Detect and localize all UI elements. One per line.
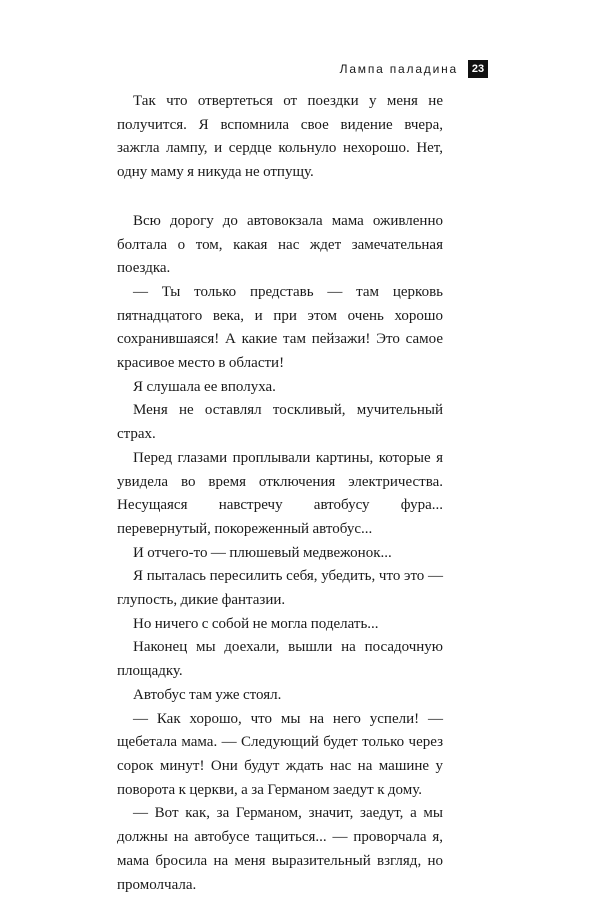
paragraph: Всю дорогу до автовокзала мама оживленно болтала о том, какая нас ждет замечательная поездка. xyxy=(117,212,443,277)
page-number-badge: 23 xyxy=(468,60,488,78)
running-header xyxy=(340,60,488,78)
paragraph: — Как хорошо, что мы на него успели! — щебетала мама. — Следующий будет только через сорок минут! Они будут ждать нас на машине у поворота к церкви, а за Германом заедут к дому. xyxy=(117,710,443,798)
paragraph: — Ты только представь — там церковь пятнадцатого века, и при этом очень хорошо сохранившаяся! А какие там пейзажи! Это самое красивое место в области! xyxy=(117,283,443,372)
paragraph: Я слушала ее вполуха. xyxy=(133,378,276,395)
running-title: Лампа паладина xyxy=(339,62,458,76)
paragraph: Перед глазами проплывали картины, которые я увидела во время отключения электричества. Несущаяся навстречу автобусу фура... перевернутый, покореженный автобус... xyxy=(117,449,443,537)
paragraph: Меня не оставлял тоскливый, мучительный страх. xyxy=(117,402,443,443)
section-break xyxy=(117,185,443,210)
body-text xyxy=(117,90,443,897)
paragraph: Но ничего с собой не могла поделать... xyxy=(133,615,379,632)
paragraph: — Вот как, за Германом, значит, заедут, а мы должны на автобусе тащиться... — проворчала я, мама бросила на меня выразительный взгляд, но промолчала. xyxy=(117,805,443,893)
paragraph: Я пыталась пересилить себя, убедить, что это — глупость, дикие фантазии. xyxy=(117,568,443,609)
paragraph: Наконец мы доехали, вышли на посадочную площадку. xyxy=(117,639,443,680)
paragraph: Так что отвертеться от поездки у меня не получится. Я вспомнила свое видение вчера, зажгла лампу, и сердце кольнуло нехорошо. Нет, одну маму я никуда не отпущу. xyxy=(117,93,443,181)
paragraph: Автобус там уже стоял. xyxy=(133,686,282,703)
paragraph: И отчего-то — плюшевый медвежонок... xyxy=(133,544,392,561)
